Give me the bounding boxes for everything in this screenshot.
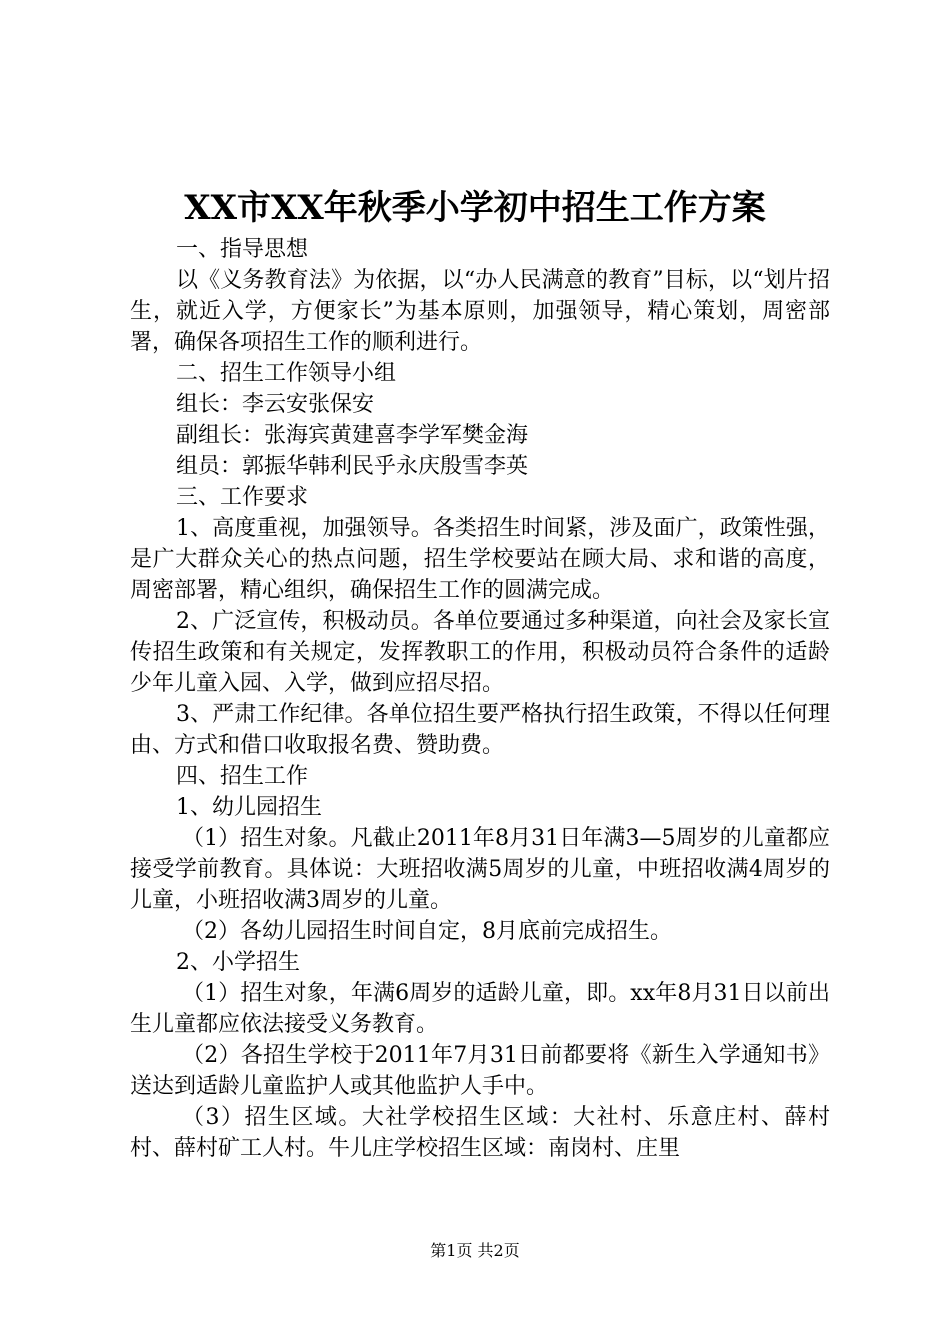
paragraph-kindergarten-2: （2）各幼儿园招生时间自定，8月底前完成招生。 [182,919,672,944]
paragraph-kindergarten-1: （1）招生对象。凡截止2011年8月31日年满3—5周岁的儿童都应接受学前教育。具体说：大班招收满5周岁的儿童，中班招收满4周岁的儿童，小班招收满3周岁的儿童。 [130,826,830,913]
paragraph-requirement-2: 2、广泛宣传，积极动员。各单位要通过多种渠道，向社会及家长宣传招生政策和有关规定，发挥教职工的作用，积极动员符合条件的适龄少年儿童入园、入学，做到应招尽招。 [130,609,830,696]
paragraph-deputy-leader: 副组长：张海宾黄建喜李学军樊金海 [176,423,529,448]
paragraph-group-members: 组员：郭振华韩利民乎永庆殷雪李英 [176,454,529,479]
paragraph-guiding-ideology: 以《义务教育法》为依据，以“办人民满意的教育”目标，以“划片招生，就近入学，方便家长”为基本原则，加强领导，精心策划，周密部署，确保各项招生工作的顺利进行。 [130,268,830,355]
heading-enrollment-work: 四、招生工作 [176,764,309,789]
page-number-footer: 第1页 共2页 [430,1241,520,1260]
heading-work-requirements: 三、工作要求 [176,485,309,510]
document-title: XX市XX年秋季小学初中招生工作方案 [184,188,766,228]
heading-primary-school: 2、小学招生 [176,950,300,975]
paragraph-group-leader: 组长：李云安张保安 [176,392,375,417]
paragraph-primary-1: （1）招生对象，年满6周岁的适龄儿童，即。xx年8月31日以前出生儿童都应依法接受义务教育。 [130,981,830,1037]
paragraph-primary-2: （2）各招生学校于2011年7月31日前都要将《新生入学通知书》送达到适龄儿童监护人或其他监护人手中。 [130,1043,830,1099]
paragraph-requirement-3: 3、严肃工作纪律。各单位招生要严格执行招生政策，不得以任何理由、方式和借口收取报名费、赞助费。 [130,702,830,758]
paragraph-requirement-1: 1、高度重视，加强领导。各类招生时间紧，涉及面广，政策性强，是广大群众关心的热点问题，招生学校要站在顾大局、求和谐的高度，周密部署，精心组织，确保招生工作的圆满完成。 [130,516,830,603]
heading-kindergarten: 1、幼儿园招生 [176,795,322,820]
heading-leadership-group: 二、招生工作领导小组 [176,361,397,386]
paragraph-primary-3: （3）招生区域。大社学校招生区域：大社村、乐意庄村、薛村村、薛村矿工人村。牛儿庄学校招生区域：南岗村、庄里 [130,1105,830,1161]
heading-guiding-ideology: 一、指导思想 [176,237,309,262]
document-body [130,234,830,1164]
